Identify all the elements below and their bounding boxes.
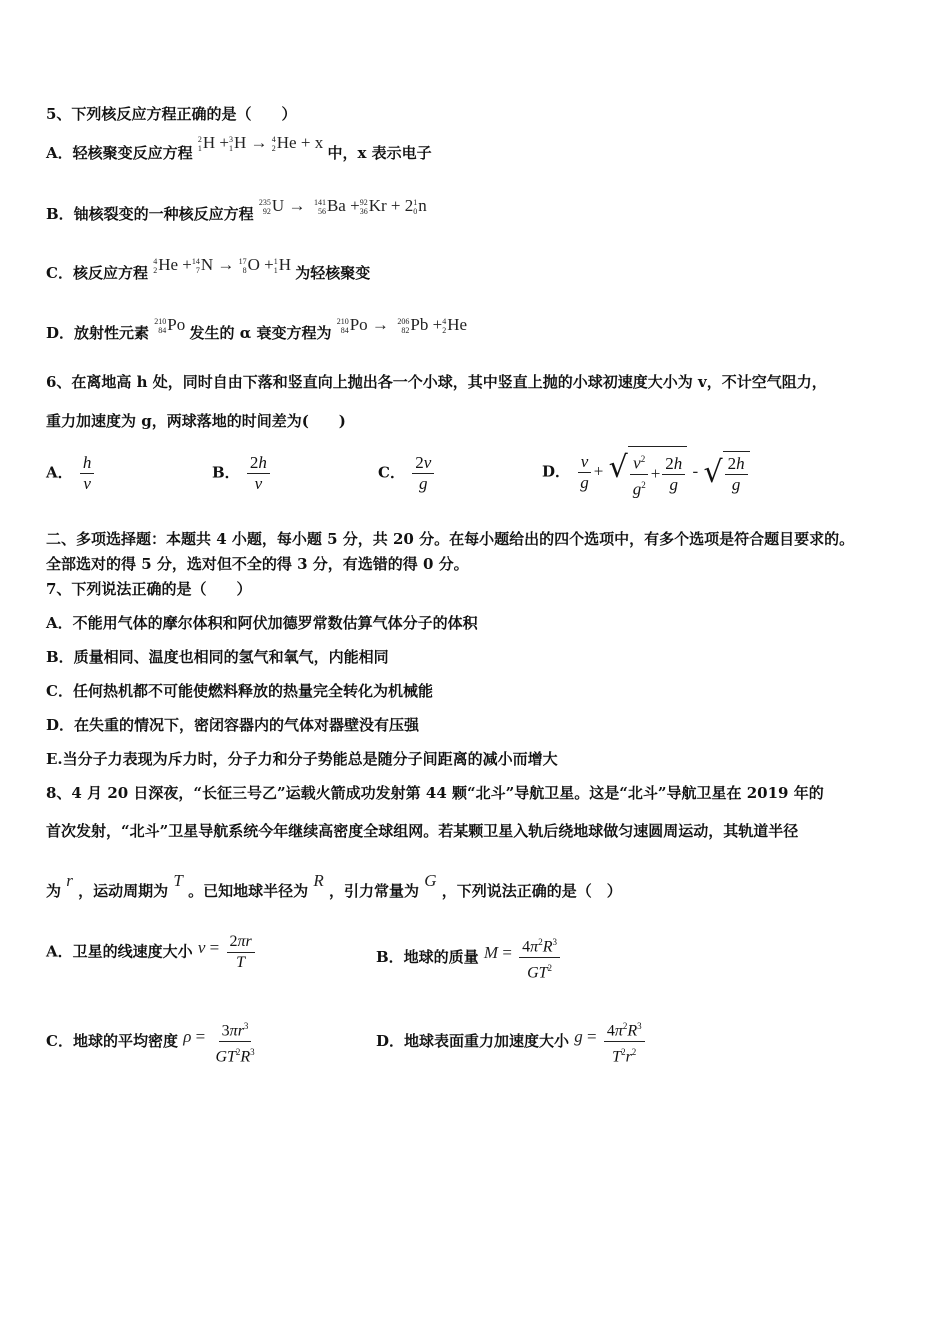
- q5-d-text: D．放射性元素: [46, 324, 150, 342]
- q5-option-d: [46, 315, 468, 343]
- q6-stem-a: 6、在离地高 h 处，同时自由下落和竖直向上抛出各一个小球，其中竖直上抛的小球初速度大小为 v，不计空气阻力，: [46, 373, 827, 391]
- q6-option-c: C． $\frac{2v}{g}$: [378, 453, 436, 494]
- section2-line2: 全部选对的得 5 分，选对但不全的得 3 分，有选错的得 0 分。: [46, 555, 469, 573]
- q5-a-text: A．轻核聚变反应方程: [46, 144, 193, 162]
- symbol-R: R: [313, 871, 324, 890]
- q8-option-a: A．卫星的线速度大小 v = $\frac{2\pi r}{T}$: [46, 932, 257, 973]
- q7-option-d: D．在失重的情况下，密闭容器内的气体对器壁没有压强: [46, 716, 420, 734]
- q7-option-b: B．质量相同、温度也相同的氢气和氧气，内能相同: [46, 648, 389, 666]
- q5-option-c: [46, 255, 371, 283]
- q5-d-element: 210 84 Po: [154, 315, 190, 336]
- q6-option-b: B． $\frac{2h}{v}$: [212, 453, 272, 494]
- q5-c-suffix: 为轻核聚变: [295, 264, 371, 282]
- q6-option-d: D． $\frac{v}{g}$ + √ $\frac{v^2}{g^2}$ + $\frac{2h}{g}$ - √ $\frac{2h}{g}$: [542, 446, 750, 499]
- q5-b-equation: 235 92 U → 141 56 Ba + 92 36 Kr + 2 1 0 n: [258, 196, 427, 217]
- q5-option-a: [46, 133, 432, 163]
- q7-option-a: A．不能用气体的摩尔体积和阿伏加德罗常数估算气体分子的体积: [46, 614, 478, 632]
- symbol-G: G: [424, 871, 437, 890]
- symbol-T: T: [173, 871, 183, 890]
- q8-stem-a: 8、4 月 20 日深夜，“长征三号乙”运载火箭成功发射第 44 颗“北斗”导航卫星。这是“北斗”导航卫星在 2019 年的: [46, 784, 824, 802]
- q8-option-c: C．地球的平均密度 ρ = $\frac{3\pi r^3}{GT^2R^3}$: [46, 1016, 260, 1068]
- q5-a-equation: 2 1 H + 3 1 H → 4 2 He + x: [197, 133, 328, 154]
- q8-stem-b: 首次发射，“北斗”卫星导航系统今年继续高密度全球组网。若某颗卫星入轨后绕地球做匀速圆周运动，其轨道半径: [46, 822, 799, 840]
- q8-stem-c: 为 r ，运动周期为 T 。已知地球半径为 R ，引力常量为 G ，下列说法正确的是（ ）: [46, 871, 622, 900]
- q5-a-suffix: 中，x 表示电子: [327, 144, 432, 162]
- q8-option-b: B．地球的质量 M = $\frac{4\pi^2R^3}{GT^2}$: [376, 932, 562, 984]
- q5-d-equation: 210 84 Po → 206 82 Pb + 4 2 He: [336, 315, 468, 336]
- q5-b-text: B．铀核裂变的一种核反应方程: [46, 205, 254, 223]
- section2-line1: 二、多项选择题：本题共 4 小题，每小题 5 分，共 20 分。在每小题给出的四个选项中，有多个选项是符合题目要求的。: [46, 530, 855, 548]
- q8-option-d: D．地球表面重力加速度大小 g = $\frac{4\pi^2R^3}{T^2r^2}$: [376, 1016, 647, 1068]
- symbol-r: r: [66, 871, 73, 890]
- q6-option-a: A． $\frac{h}{v}$: [46, 453, 96, 494]
- q5-c-text: C．核反应方程: [46, 264, 148, 282]
- q7-option-c: C．任何热机都不可能使燃料释放的热量完全转化为机械能: [46, 682, 433, 700]
- q5-option-b: [46, 196, 427, 224]
- q6-stem-b: 重力加速度为 g，两球落地的时间差为( ): [46, 412, 346, 430]
- q5-stem: 5、下列核反应方程正确的是（ ）: [46, 105, 297, 123]
- q5-c-equation: 4 2 He + 14 7 N → 17 8 O + 1 1 H: [153, 255, 296, 276]
- q7-option-e: E.当分子力表现为斥力时，分子力和分子势能总是随分子间距离的减小而增大: [46, 750, 558, 768]
- q5-d-mid: 发生的 α 衰变方程为: [189, 324, 332, 342]
- q7-stem: 7、下列说法正确的是（ ）: [46, 580, 252, 598]
